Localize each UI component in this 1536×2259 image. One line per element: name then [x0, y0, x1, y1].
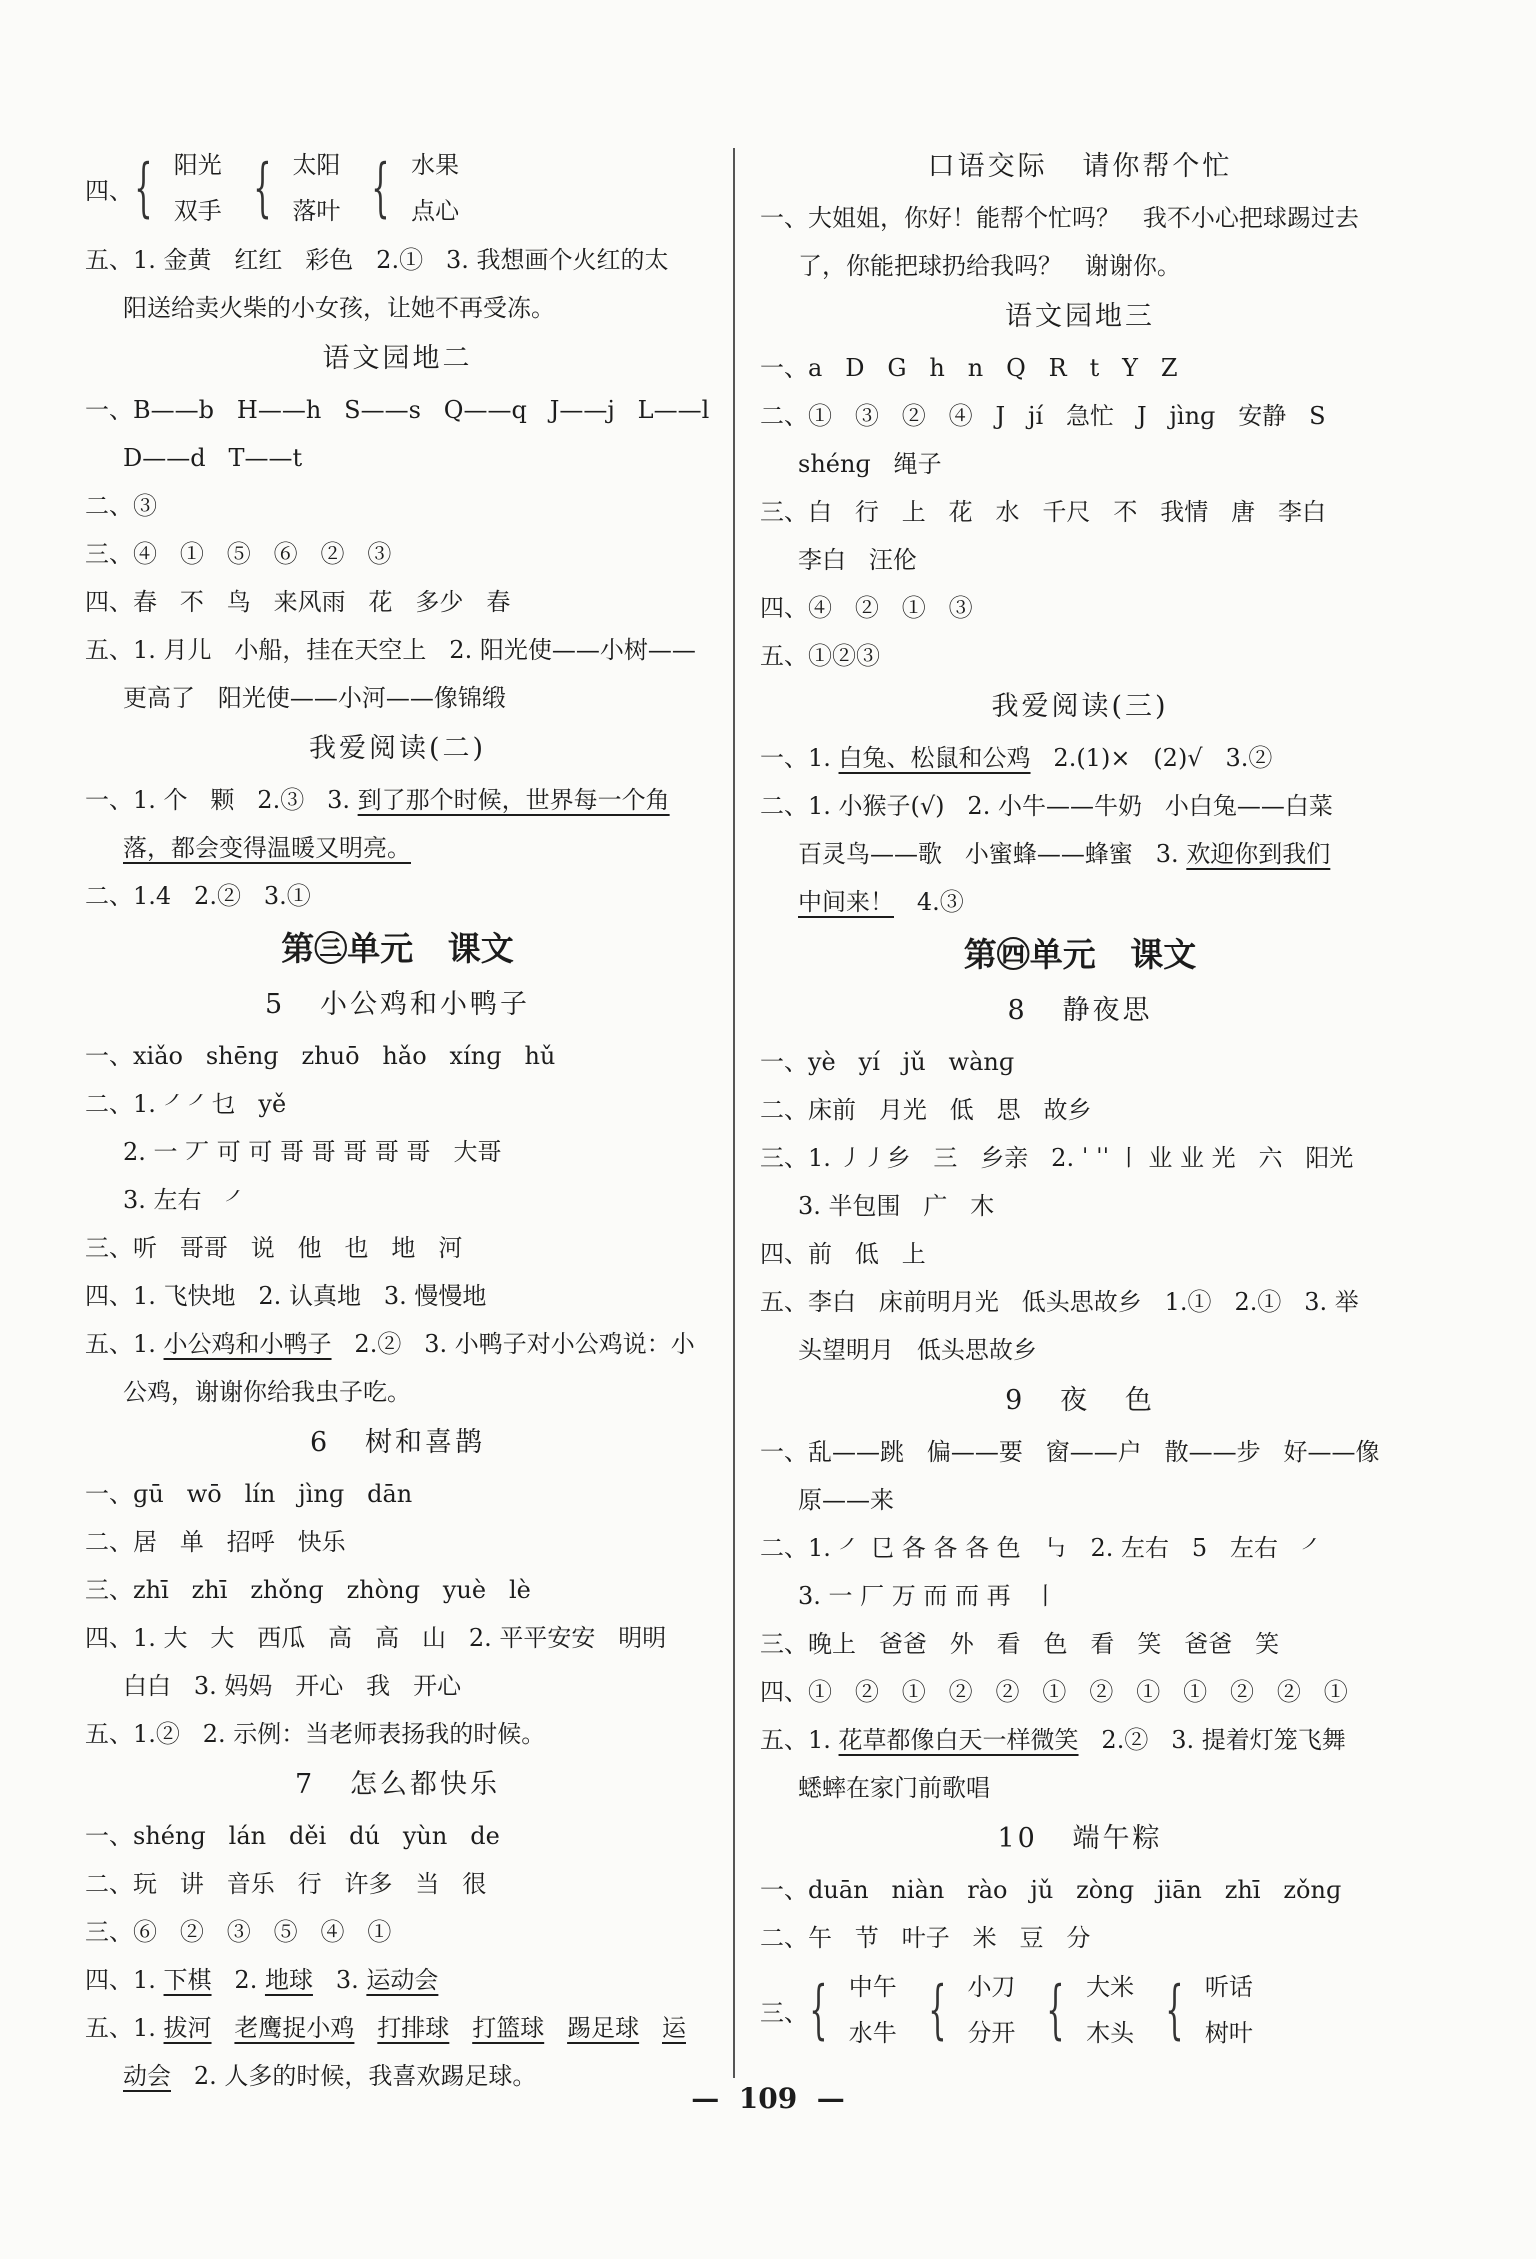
answer-line: 二、居 单 招呼 快乐	[85, 1528, 346, 1556]
answer-line: 白白 3. 妈妈 开心 我 开心	[123, 1672, 462, 1700]
answer-line: 一、yè yí jǔ wànɡ	[760, 1048, 1015, 1076]
answer-line: 二、1. 小猴子(√) 2. 小牛——牛奶 小白兔——白菜	[760, 792, 1333, 820]
answer-line: 了，你能把球扔给我吗？ 谢谢你。	[798, 252, 1181, 280]
brace-icon: {	[1046, 1973, 1065, 2047]
answer-line: 四、1. 下棋 2. 地球 3. 运动会	[85, 1966, 439, 1994]
answer-line: 动会 2. 人多的时候，我喜欢踢足球。	[123, 2062, 537, 2090]
answer-line: 原——来	[798, 1486, 894, 1514]
answer-line: 二、1. ㇒ 㔾 各 各 各 色 ㇉ 2. 左右 5 左右 ㇒	[760, 1534, 1325, 1562]
answer-line: 三、④ ① ⑤ ⑥ ② ③	[85, 540, 392, 568]
brace-group: { 小刀 分开	[927, 1973, 1016, 2047]
answer-line: 四、前 低 上	[760, 1240, 926, 1268]
brace-icon: {	[809, 1973, 828, 2047]
lesson-heading: 10 端午粽	[997, 1823, 1163, 1854]
answer-line: 五、1. 拔河 老鹰捉小鸡 打排球 打篮球 踢足球 运	[85, 2014, 686, 2042]
answer-line: 公鸡，谢谢你给我虫子吃。	[123, 1378, 411, 1406]
brace-group: { 大米 木头	[1046, 1973, 1135, 2047]
answer-line: 三、1. ㇓㇓乡 三 乡亲 2. ˈ ˈˈ ㇑ 业 业 光 六 阳光	[760, 1144, 1354, 1172]
brace-icon: {	[927, 1973, 947, 2047]
answer-line: 3. 左右 ㇒	[123, 1186, 249, 1214]
answer-line: 3. 一 厂 万 而 而 再 丨	[798, 1582, 1058, 1610]
answer-line: 头望明月 低头思故乡	[798, 1336, 1037, 1364]
answer-line: 蟋蟀在家门前歌唱	[798, 1774, 990, 1802]
lesson-heading: 8 静夜思	[1007, 995, 1153, 1026]
answer-line: 三、晚上 爸爸 外 看 色 看 笑 爸爸 笑	[760, 1630, 1280, 1658]
section-heading: 我爱阅读(三)	[991, 691, 1169, 722]
brace-group: { 中午 水牛	[809, 1973, 897, 2047]
section-heading: 我爱阅读(二)	[308, 733, 487, 764]
answer-line: 五、李白 床前明月光 低头思故乡 1.① 2.① 3. 举	[760, 1288, 1359, 1316]
answer-line: 二、③	[85, 492, 157, 520]
answer-line: 二、1.4 2.② 3.①	[85, 882, 311, 910]
brace-group: { 阳光 双手	[134, 151, 222, 225]
answer-line: 更高了 阳光使——小河——像锦缎	[123, 684, 506, 712]
answer-line: 三、听 哥哥 说 他 也 地 河	[85, 1234, 463, 1262]
answer-line: 三、zhī zhī zhǒnɡ zhònɡ yuè lè	[85, 1576, 531, 1604]
answer-line: 阳送给卖火柴的小女孩，让她不再受冻。	[123, 294, 555, 322]
q4-prefix: 四、	[85, 176, 133, 205]
answer-line: 五、1.② 2. 示例：当老师表扬我的时候。	[85, 1720, 546, 1748]
section-heading: 口语交际 请你帮个忙	[927, 151, 1233, 182]
answer-line: 一、B——b H——h S——s Q——q J——j L——l	[85, 396, 710, 424]
section-heading: 语文园地三	[1005, 301, 1155, 332]
brace-icon: {	[252, 151, 272, 225]
brace-group: { 水果 点心	[371, 151, 460, 225]
answer-line: 一、大姐姐，你好！能帮个忙吗？ 我不小心把球踢过去	[760, 204, 1359, 232]
lesson-heading: 6 树和喜鹊	[310, 1427, 485, 1458]
answer-line: D——d T——t	[123, 444, 303, 472]
section-heading: 语文园地二	[322, 343, 473, 374]
answer-line: 3. 半包围 广 木	[798, 1192, 995, 1220]
answer-line: 四、1. 飞快地 2. 认真地 3. 慢慢地	[85, 1282, 487, 1310]
unit-heading: 第㊂单元 课文	[281, 929, 514, 968]
answer-line: 三、白 行 上 花 水 千尺 不 我情 唐 李白	[760, 498, 1326, 526]
answer-line: 一、duān niàn rào jǔ zònɡ jiān zhī zǒnɡ	[760, 1876, 1342, 1904]
brace-icon: {	[371, 151, 390, 225]
answer-line: 三、⑥ ② ③ ⑤ ④ ①	[85, 1918, 392, 1946]
answer-line: 四、④ ② ① ③	[760, 594, 973, 622]
brace-group: { 太阳 落叶	[252, 151, 341, 225]
answer-line: 五、1. 花草都像白天一样微笑 2.② 3. 提着灯笼飞舞	[760, 1726, 1346, 1754]
answer-line: 落，都会变得温暖又明亮。	[123, 834, 411, 862]
right-column	[760, 140, 1400, 2058]
answer-line: 二、床前 月光 低 思 故乡	[760, 1096, 1092, 1124]
brace-group: { 听话 树叶	[1165, 1973, 1253, 2047]
answer-line: 李白 汪伦	[798, 546, 917, 574]
brace-icon: {	[1165, 1973, 1184, 2047]
lesson-heading: 5 小公鸡和小鸭子	[265, 989, 530, 1020]
unit-heading: 第㊃单元 课文	[963, 935, 1197, 974]
answer-line: 二、1. ㇒㇒乜 yě	[85, 1090, 287, 1118]
brace-icon: {	[134, 151, 153, 225]
answer-line: 一、乱——跳 偏——要 窗——户 散——步 好——像	[760, 1438, 1380, 1466]
lesson-heading: 7 怎么都快乐	[295, 1769, 500, 1800]
q3-prefix: 三、	[760, 1998, 808, 2027]
answer-line: 2. 一 丆 可 可 哥 哥 哥 哥 哥 大哥	[123, 1138, 502, 1166]
answer-line: 四、春 不 鸟 来风雨 花 多少 春	[85, 588, 511, 616]
left-column	[85, 140, 710, 2100]
answer-line: 一、1. 白兔、松鼠和公鸡 2.(1)× (2)√ 3.②	[760, 744, 1273, 772]
answer-line: 二、玩 讲 音乐 行 许多 当 很	[85, 1870, 487, 1898]
answer-line: 一、xiǎo shēnɡ zhuō hǎo xínɡ hǔ	[85, 1042, 556, 1070]
column-divider	[733, 148, 735, 2078]
answer-line: 一、a D G h n Q R t Y Z	[760, 354, 1178, 382]
page-number: — 109 —	[691, 2082, 845, 2115]
right-q3-brace-row	[760, 1962, 1400, 2058]
answer-line: 一、shénɡ lán děi dú yùn de	[85, 1822, 500, 1850]
answer-line: 五、1. 金黄 红红 彩色 2.① 3. 我想画个火红的太	[85, 246, 669, 274]
answer-line: 一、ɡū wō lín jìnɡ dān	[85, 1480, 413, 1508]
answer-line: 一、1. 个 颗 2.③ 3. 到了那个时候，世界每一个角	[85, 786, 670, 814]
answer-line: 二、① ③ ② ④ J jí 急忙 J jìnɡ 安静 S	[760, 402, 1326, 430]
answer-line: 百灵鸟——歌 小蜜蜂——蜂蜜 3. 欢迎你到我们	[798, 840, 1331, 868]
answer-line: 五、1. 月儿 小船，挂在天空上 2. 阳光使——小树——	[85, 636, 696, 664]
answer-line: 五、1. 小公鸡和小鸭子 2.② 3. 小鸭子对小公鸡说：小	[85, 1330, 695, 1358]
left-q4-brace-row	[85, 140, 710, 236]
answer-line: 五、①②③	[760, 642, 880, 670]
answer-line: 中间来！ 4.③	[798, 888, 964, 916]
answer-line: 四、① ② ① ② ② ① ② ① ① ② ② ①	[760, 1678, 1348, 1706]
answer-line: 四、1. 大 大 西瓜 高 高 山 2. 平平安安 明明	[85, 1624, 667, 1652]
answer-line: shénɡ 绳子	[798, 450, 942, 478]
lesson-heading: 9 夜 色	[1005, 1385, 1155, 1416]
answer-line: 二、午 节 叶子 米 豆 分	[760, 1924, 1091, 1952]
